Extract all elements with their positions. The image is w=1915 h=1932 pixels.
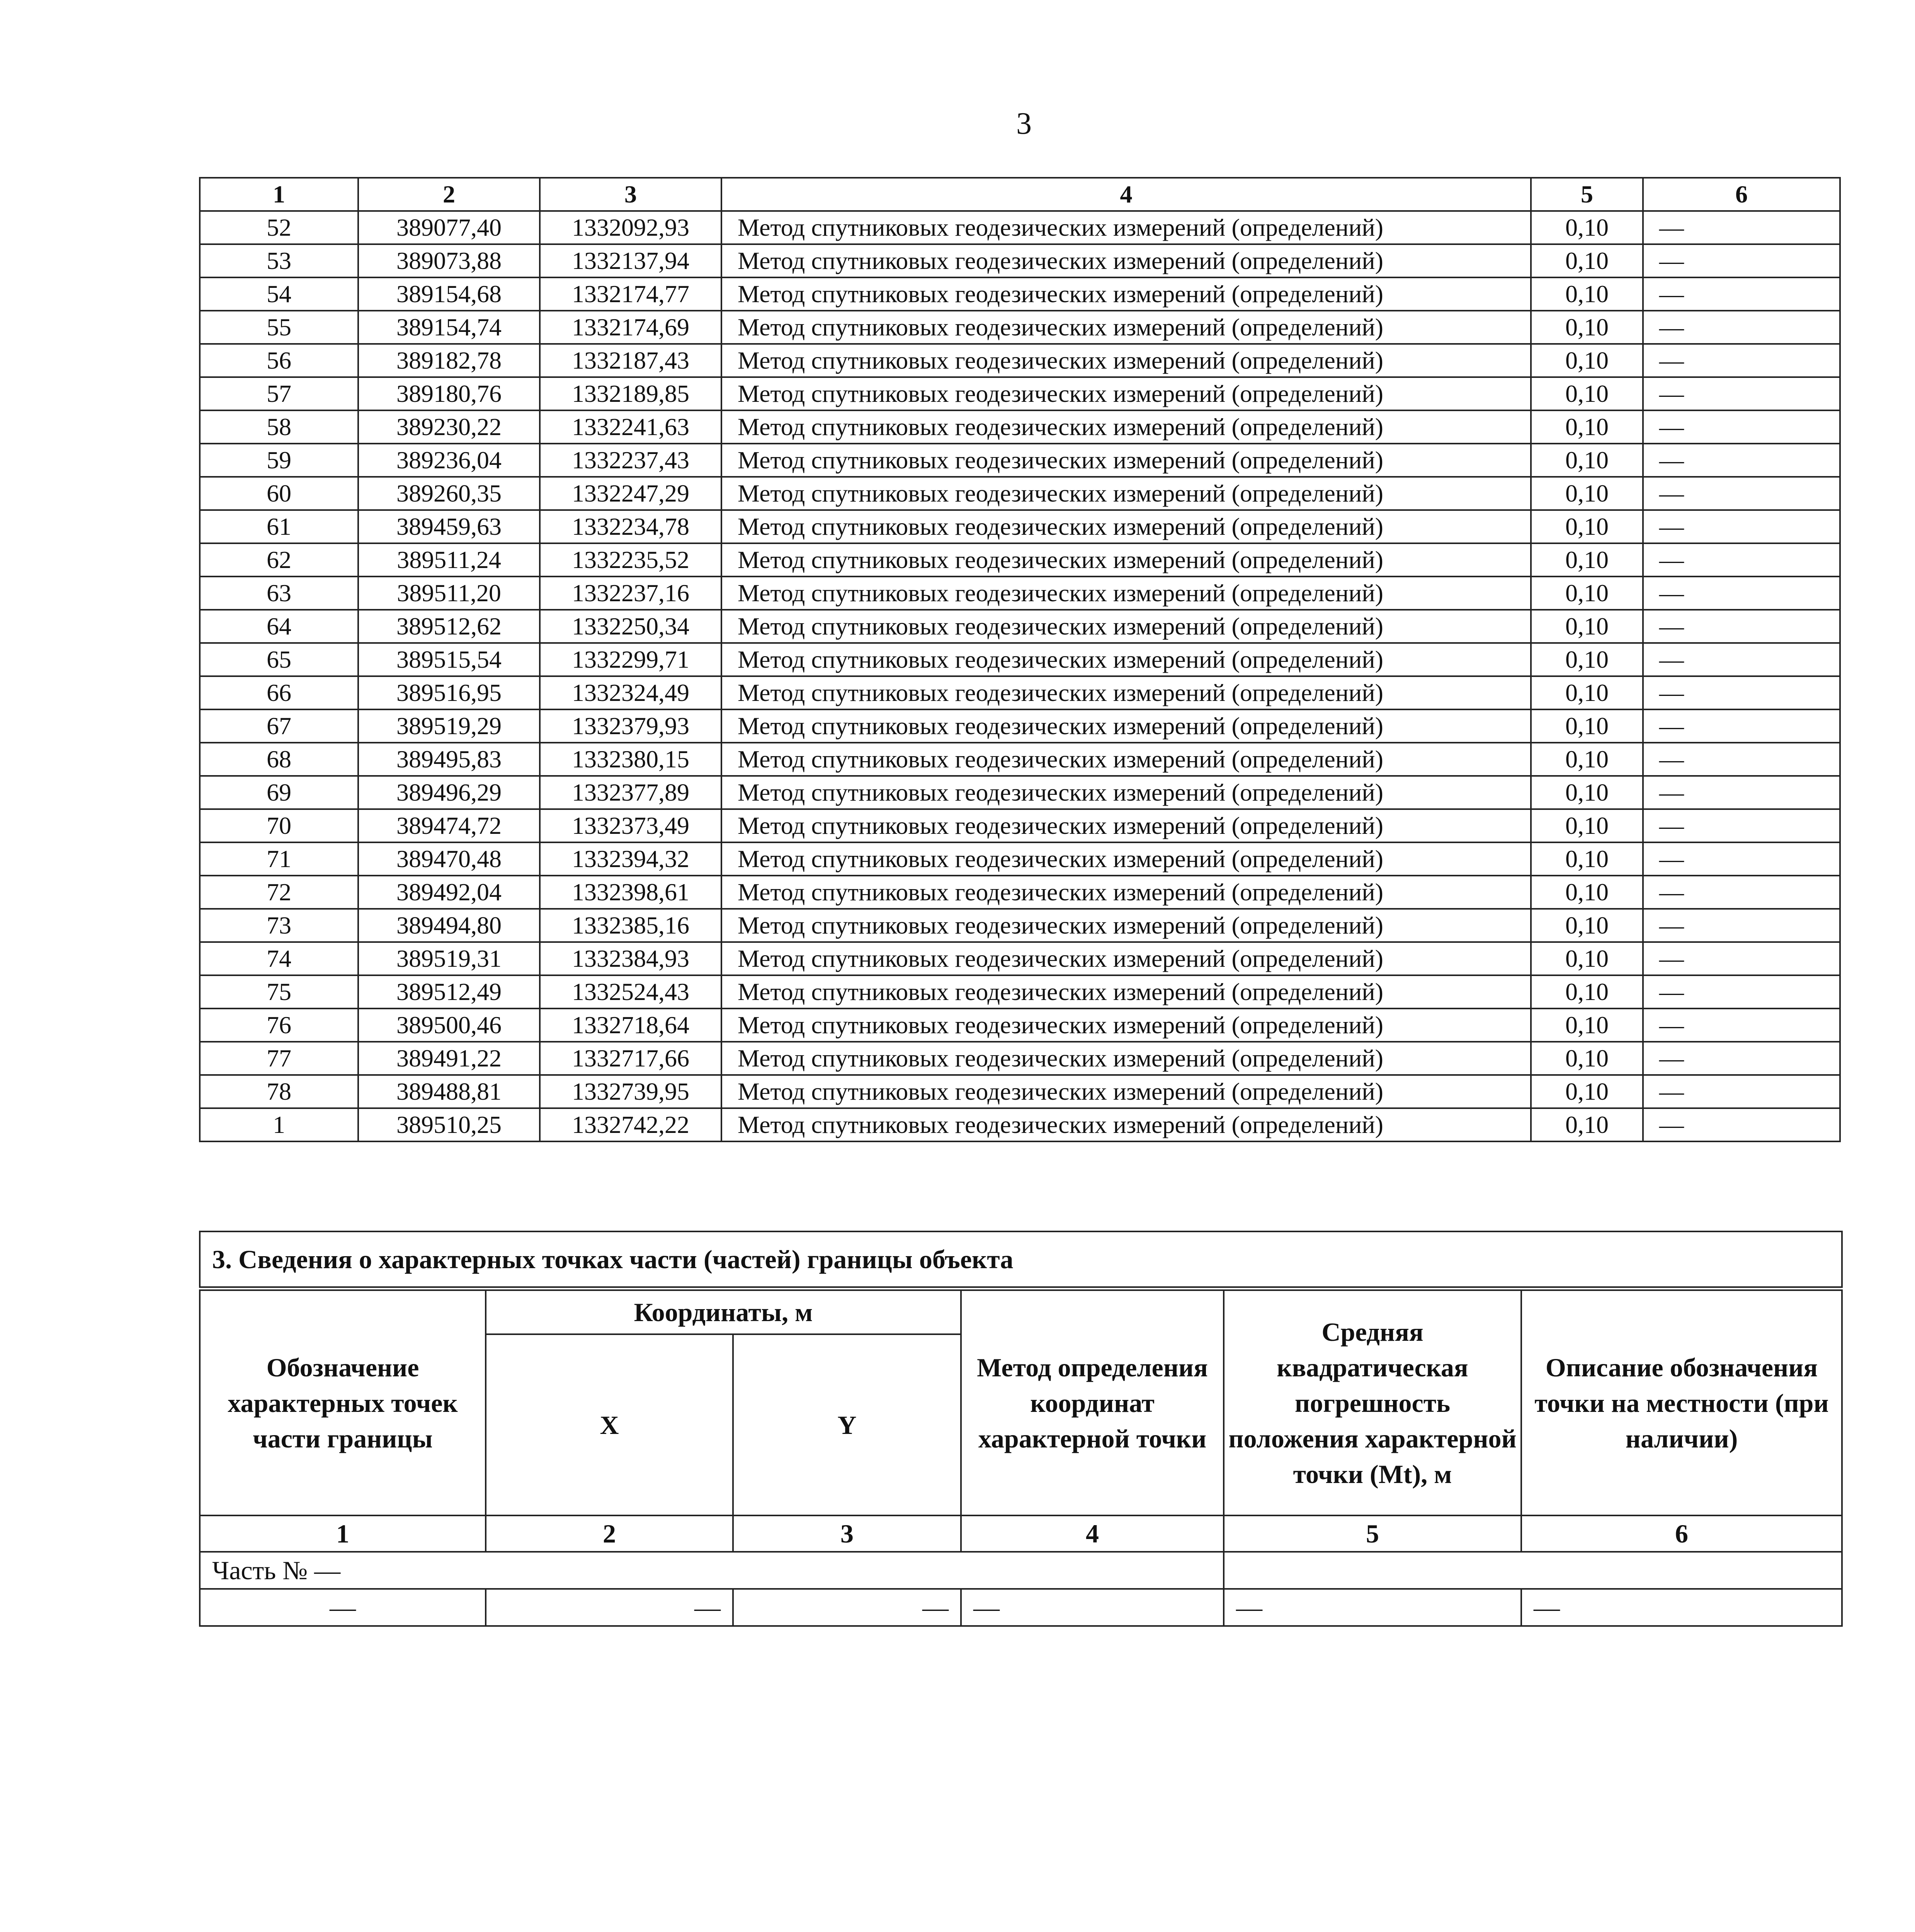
error-value: 0,10 <box>1531 975 1643 1009</box>
error-value: 0,10 <box>1531 643 1643 676</box>
number-3: 3 <box>733 1515 961 1552</box>
description-cell: — <box>1643 909 1840 942</box>
method-cell: Метод спутниковых геодезических измерений (определений) <box>721 410 1531 444</box>
table-row <box>200 610 1840 643</box>
description-cell: — <box>1643 377 1840 410</box>
description-cell: — <box>1643 577 1840 610</box>
y-coordinate: 1332742,22 <box>540 1108 721 1141</box>
y-coordinate: 1332385,16 <box>540 909 721 942</box>
description-cell: — <box>1643 211 1840 244</box>
method-cell: Метод спутниковых геодезических измерений (определений) <box>721 244 1531 277</box>
header-row <box>200 178 1840 211</box>
x-coordinate: 389511,24 <box>358 543 540 577</box>
header-col-4: 4 <box>721 178 1531 211</box>
description-cell: — <box>1643 510 1840 543</box>
table-row <box>200 244 1840 277</box>
header-col-1: 1 <box>200 178 358 211</box>
dash-cell-4: — <box>961 1589 1224 1626</box>
table-row <box>200 709 1840 743</box>
method-cell: Метод спутниковых геодезических измерений (определений) <box>721 510 1531 543</box>
point-number: 53 <box>200 244 358 277</box>
x-coordinate: 389495,83 <box>358 743 540 776</box>
x-coordinate: 389519,29 <box>358 709 540 743</box>
y-coordinate: 1332234,78 <box>540 510 721 543</box>
point-number: 65 <box>200 643 358 676</box>
description-cell: — <box>1643 610 1840 643</box>
y-coordinate: 1332092,93 <box>540 211 721 244</box>
dash-cell-1: — <box>200 1589 486 1626</box>
section3-part-row <box>200 1552 1842 1589</box>
x-header: X <box>486 1334 733 1515</box>
y-coordinate: 1332174,77 <box>540 277 721 311</box>
description-cell: — <box>1643 1009 1840 1042</box>
method-cell: Метод спутниковых геодезических измерений (определений) <box>721 1009 1531 1042</box>
x-coordinate: 389459,63 <box>358 510 540 543</box>
point-number: 63 <box>200 577 358 610</box>
coordinates-header: Координаты, м <box>486 1289 961 1334</box>
part-label: Часть № — <box>200 1552 1224 1589</box>
table-row <box>200 1108 1840 1141</box>
y-coordinate: 1332299,71 <box>540 643 721 676</box>
table-row <box>200 942 1840 975</box>
point-number: 61 <box>200 510 358 543</box>
point-number: 68 <box>200 743 358 776</box>
table-row <box>200 510 1840 543</box>
x-coordinate: 389519,31 <box>358 942 540 975</box>
error-value: 0,10 <box>1531 1075 1643 1108</box>
y-coordinate: 1332247,29 <box>540 477 721 510</box>
error-value: 0,10 <box>1531 577 1643 610</box>
error-value: 0,10 <box>1531 477 1643 510</box>
point-number: 55 <box>200 311 358 344</box>
y-coordinate: 1332137,94 <box>540 244 721 277</box>
table-row <box>200 743 1840 776</box>
y-coordinate: 1332189,85 <box>540 377 721 410</box>
table-row <box>200 477 1840 510</box>
y-coordinate: 1332718,64 <box>540 1009 721 1042</box>
x-coordinate: 389073,88 <box>358 244 540 277</box>
point-number: 76 <box>200 1009 358 1042</box>
description-cell: — <box>1643 1108 1840 1141</box>
method-cell: Метод спутниковых геодезических измерений (определений) <box>721 311 1531 344</box>
method-cell: Метод спутниковых геодезических измерений (определений) <box>721 477 1531 510</box>
dash-cell-2: — <box>486 1589 733 1626</box>
error-value: 0,10 <box>1531 211 1643 244</box>
point-number: 73 <box>200 909 358 942</box>
table-row <box>200 311 1840 344</box>
description-cell: — <box>1643 776 1840 809</box>
x-coordinate: 389230,22 <box>358 410 540 444</box>
error-value: 0,10 <box>1531 909 1643 942</box>
x-coordinate: 389260,35 <box>358 477 540 510</box>
table-row <box>200 410 1840 444</box>
method-cell: Метод спутниковых геодезических измерений (определений) <box>721 876 1531 909</box>
method-cell: Метод спутниковых геодезических измерений (определений) <box>721 1108 1531 1141</box>
description-cell: — <box>1643 477 1840 510</box>
error-value: 0,10 <box>1531 410 1643 444</box>
y-coordinate: 1332174,69 <box>540 311 721 344</box>
table-row <box>200 444 1840 477</box>
section3-table <box>199 1231 1843 1627</box>
point-number: 59 <box>200 444 358 477</box>
method-cell: Метод спутниковых геодезических измерений (определений) <box>721 942 1531 975</box>
coordinates-table <box>199 177 1841 1142</box>
method-cell: Метод спутниковых геодезических измерений (определений) <box>721 277 1531 311</box>
error-value: 0,10 <box>1531 543 1643 577</box>
description-cell: — <box>1643 975 1840 1009</box>
number-5: 5 <box>1224 1515 1521 1552</box>
method-cell: Метод спутниковых геодезических измерений (определений) <box>721 211 1531 244</box>
point-number: 66 <box>200 676 358 709</box>
method-cell: Метод спутниковых геодезических измерений (определений) <box>721 1042 1531 1075</box>
x-coordinate: 389516,95 <box>358 676 540 709</box>
number-4: 4 <box>961 1515 1224 1552</box>
x-coordinate: 389154,68 <box>358 277 540 311</box>
description-cell: — <box>1643 809 1840 842</box>
table-row <box>200 1075 1840 1108</box>
x-coordinate: 389491,22 <box>358 1042 540 1075</box>
description-cell: — <box>1643 543 1840 577</box>
table-row <box>200 876 1840 909</box>
error-value: 0,10 <box>1531 743 1643 776</box>
table-row <box>200 909 1840 942</box>
point-number: 70 <box>200 809 358 842</box>
part-empty-cell <box>1224 1552 1842 1589</box>
method-cell: Метод спутниковых геодезических измерений (определений) <box>721 344 1531 377</box>
table-row <box>200 676 1840 709</box>
coordinates-body <box>200 211 1840 1141</box>
x-coordinate: 389494,80 <box>358 909 540 942</box>
x-coordinate: 389488,81 <box>358 1075 540 1108</box>
method-cell: Метод спутниковых геодезических измерений (определений) <box>721 444 1531 477</box>
description-cell: — <box>1643 344 1840 377</box>
y-coordinate: 1332235,52 <box>540 543 721 577</box>
error-value: 0,10 <box>1531 311 1643 344</box>
method-cell: Метод спутниковых геодезических измерений (определений) <box>721 975 1531 1009</box>
method-cell: Метод спутниковых геодезических измерений (определений) <box>721 1075 1531 1108</box>
y-coordinate: 1332524,43 <box>540 975 721 1009</box>
error-value: 0,10 <box>1531 377 1643 410</box>
error-value: 0,10 <box>1531 344 1643 377</box>
error-value: 0,10 <box>1531 1009 1643 1042</box>
x-coordinate: 389182,78 <box>358 344 540 377</box>
error-value: 0,10 <box>1531 444 1643 477</box>
table-row <box>200 809 1840 842</box>
y-coordinate: 1332237,16 <box>540 577 721 610</box>
x-coordinate: 389180,76 <box>358 377 540 410</box>
table-row <box>200 975 1840 1009</box>
error-value: 0,10 <box>1531 776 1643 809</box>
table-row <box>200 211 1840 244</box>
point-number: 62 <box>200 543 358 577</box>
table-row <box>200 643 1840 676</box>
table-row <box>200 842 1840 876</box>
description-cell: — <box>1643 1075 1840 1108</box>
error-value: 0,10 <box>1531 842 1643 876</box>
method-cell: Метод спутниковых геодезических измерений (определений) <box>721 643 1531 676</box>
x-coordinate: 389492,04 <box>358 876 540 909</box>
error-value: 0,10 <box>1531 809 1643 842</box>
x-coordinate: 389077,40 <box>358 211 540 244</box>
description-cell: — <box>1643 643 1840 676</box>
point-number: 74 <box>200 942 358 975</box>
method-cell: Метод спутниковых геодезических измерений (определений) <box>721 543 1531 577</box>
error-value: 0,10 <box>1531 1042 1643 1075</box>
method-cell: Метод спутниковых геодезических измерений (определений) <box>721 709 1531 743</box>
y-coordinate: 1332373,49 <box>540 809 721 842</box>
point-number: 67 <box>200 709 358 743</box>
x-coordinate: 389470,48 <box>358 842 540 876</box>
point-number: 1 <box>200 1108 358 1141</box>
header-col-5: 5 <box>1531 178 1643 211</box>
x-coordinate: 389496,29 <box>358 776 540 809</box>
method-cell: Метод спутниковых геодезических измерений (определений) <box>721 676 1531 709</box>
description-cell: — <box>1643 277 1840 311</box>
table-row <box>200 277 1840 311</box>
error-header: Средняя квадратическая погрешность положения характерной точки (Mt), м <box>1224 1289 1521 1515</box>
x-coordinate: 389512,62 <box>358 610 540 643</box>
description-cell: — <box>1643 942 1840 975</box>
point-number: 56 <box>200 344 358 377</box>
designation-header: Обозначение характерных точек части границы <box>200 1289 486 1515</box>
point-number: 54 <box>200 277 358 311</box>
description-cell: — <box>1643 1042 1840 1075</box>
method-header: Метод определения координат характерной точки <box>961 1289 1224 1515</box>
y-coordinate: 1332237,43 <box>540 444 721 477</box>
method-cell: Метод спутниковых геодезических измерений (определений) <box>721 743 1531 776</box>
description-cell: — <box>1643 743 1840 776</box>
error-value: 0,10 <box>1531 942 1643 975</box>
point-number: 57 <box>200 377 358 410</box>
x-coordinate: 389474,72 <box>358 809 540 842</box>
y-coordinate: 1332241,63 <box>540 410 721 444</box>
number-2: 2 <box>486 1515 733 1552</box>
y-coordinate: 1332377,89 <box>540 776 721 809</box>
point-number: 71 <box>200 842 358 876</box>
method-cell: Метод спутниковых геодезических измерений (определений) <box>721 577 1531 610</box>
method-cell: Метод спутниковых геодезических измерений (определений) <box>721 842 1531 876</box>
x-coordinate: 389154,74 <box>358 311 540 344</box>
x-coordinate: 389515,54 <box>358 643 540 676</box>
header-col-3: 3 <box>540 178 721 211</box>
method-cell: Метод спутниковых геодезических измерений (определений) <box>721 909 1531 942</box>
point-number: 78 <box>200 1075 358 1108</box>
section3-number-row <box>200 1515 1842 1552</box>
point-number: 77 <box>200 1042 358 1075</box>
y-coordinate: 1332717,66 <box>540 1042 721 1075</box>
point-number: 72 <box>200 876 358 909</box>
point-number: 64 <box>200 610 358 643</box>
y-coordinate: 1332384,93 <box>540 942 721 975</box>
section3-title: 3. Сведения о характерных точках части (частей) границы объекта <box>200 1231 1842 1289</box>
y-coordinate: 1332380,15 <box>540 743 721 776</box>
number-1: 1 <box>200 1515 486 1552</box>
x-coordinate: 389510,25 <box>358 1108 540 1141</box>
table-row <box>200 377 1840 410</box>
point-number: 58 <box>200 410 358 444</box>
table-row <box>200 577 1840 610</box>
y-coordinate: 1332379,93 <box>540 709 721 743</box>
x-coordinate: 389500,46 <box>358 1009 540 1042</box>
x-coordinate: 389236,04 <box>358 444 540 477</box>
error-value: 0,10 <box>1531 876 1643 909</box>
dash-cell-5: — <box>1224 1589 1521 1626</box>
header-col-2: 2 <box>358 178 540 211</box>
point-number: 52 <box>200 211 358 244</box>
description-cell: — <box>1643 244 1840 277</box>
y-coordinate: 1332394,32 <box>540 842 721 876</box>
point-number: 75 <box>200 975 358 1009</box>
number-6: 6 <box>1521 1515 1842 1552</box>
point-number: 69 <box>200 776 358 809</box>
description-cell: — <box>1643 311 1840 344</box>
table-row <box>200 543 1840 577</box>
error-value: 0,10 <box>1531 676 1643 709</box>
description-header: Описание обозначения точки на местности (при наличии) <box>1521 1289 1842 1515</box>
description-cell: — <box>1643 842 1840 876</box>
y-coordinate: 1332398,61 <box>540 876 721 909</box>
header-col-6: 6 <box>1643 178 1840 211</box>
error-value: 0,10 <box>1531 510 1643 543</box>
description-cell: — <box>1643 709 1840 743</box>
method-cell: Метод спутниковых геодезических измерений (определений) <box>721 377 1531 410</box>
description-cell: — <box>1643 676 1840 709</box>
error-value: 0,10 <box>1531 610 1643 643</box>
x-coordinate: 389511,20 <box>358 577 540 610</box>
y-header: Y <box>733 1334 961 1515</box>
y-coordinate: 1332739,95 <box>540 1075 721 1108</box>
method-cell: Метод спутниковых геодезических измерений (определений) <box>721 776 1531 809</box>
dash-cell-6: — <box>1521 1589 1842 1626</box>
table-row <box>200 776 1840 809</box>
error-value: 0,10 <box>1531 1108 1643 1141</box>
error-value: 0,10 <box>1531 709 1643 743</box>
section3-dash-row <box>200 1589 1842 1626</box>
table-row <box>200 1042 1840 1075</box>
method-cell: Метод спутниковых геодезических измерений (определений) <box>721 809 1531 842</box>
page-number: 3 <box>1016 107 1032 141</box>
dash-cell-3: — <box>733 1589 961 1626</box>
table-row <box>200 1009 1840 1042</box>
x-coordinate: 389512,49 <box>358 975 540 1009</box>
y-coordinate: 1332187,43 <box>540 344 721 377</box>
table-row <box>200 344 1840 377</box>
error-value: 0,10 <box>1531 244 1643 277</box>
description-cell: — <box>1643 876 1840 909</box>
description-cell: — <box>1643 410 1840 444</box>
y-coordinate: 1332324,49 <box>540 676 721 709</box>
y-coordinate: 1332250,34 <box>540 610 721 643</box>
description-cell: — <box>1643 444 1840 477</box>
method-cell: Метод спутниковых геодезических измерений (определений) <box>721 610 1531 643</box>
error-value: 0,10 <box>1531 277 1643 311</box>
point-number: 60 <box>200 477 358 510</box>
